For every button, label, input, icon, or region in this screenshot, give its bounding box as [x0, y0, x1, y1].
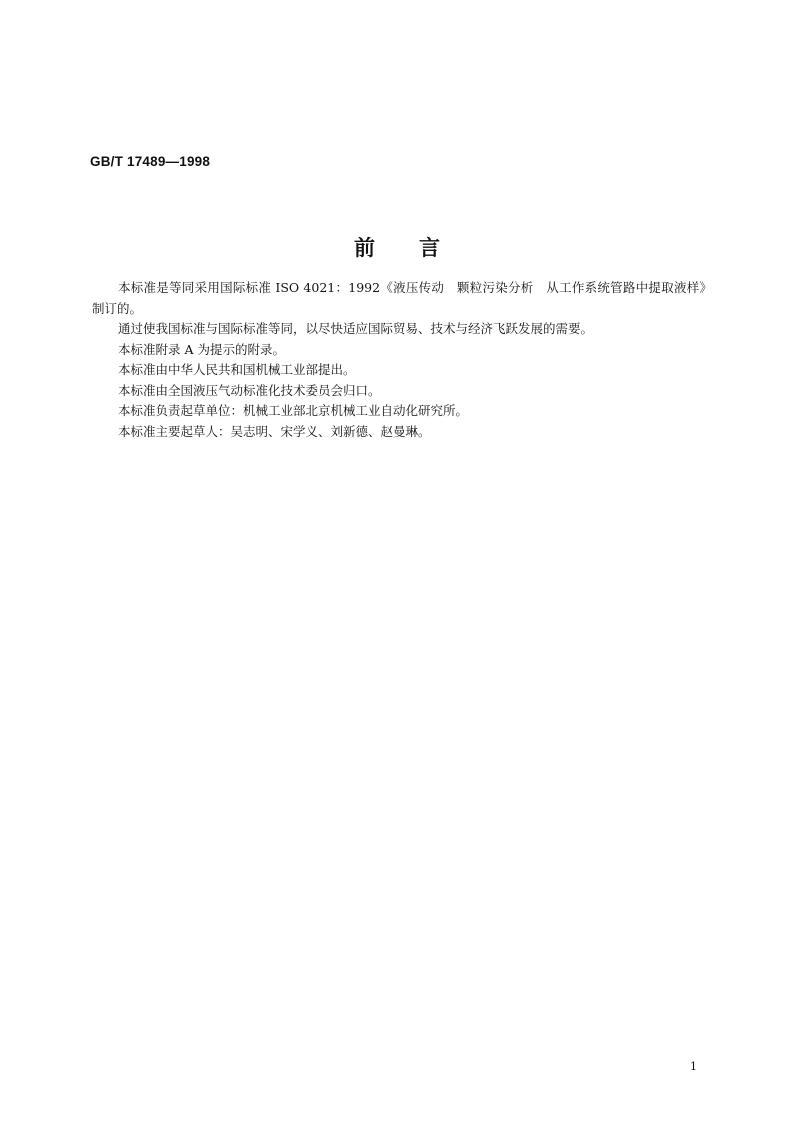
page-number: 1 — [690, 1060, 697, 1073]
paragraph-committee: 本标准由全国液压气动标准化技术委员会归口。 — [118, 382, 381, 398]
paragraph-drafting-unit: 本标准负责起草单位：机械工业部北京机械工业自动化研究所。 — [118, 403, 469, 418]
paragraph-adoption: 本标准是等同采用国际标准 ISO 4021：1992《液压传动 颗粒污染分析 从工作系统管路中提取液样》制订的。 — [92, 280, 712, 316]
paragraph-annex: 本标准附录 A 为提示的附录。 — [118, 341, 285, 357]
foreword-body — [92, 278, 712, 442]
paragraph-purpose: 通过使我国标准与国际标准等同，以尽快适应国际贸易、技术与经济飞跃发展的需要。 — [118, 321, 594, 336]
paragraph-proposer: 本标准由中华人民共和国机械工业部提出。 — [118, 362, 356, 377]
standard-code: GB/T 17489—1998 — [90, 154, 211, 169]
paragraph-drafters: 本标准主要起草人：吴志明、宋学义、刘新德、赵曼琳。 — [118, 423, 431, 439]
page-title: 前言 — [354, 236, 484, 260]
